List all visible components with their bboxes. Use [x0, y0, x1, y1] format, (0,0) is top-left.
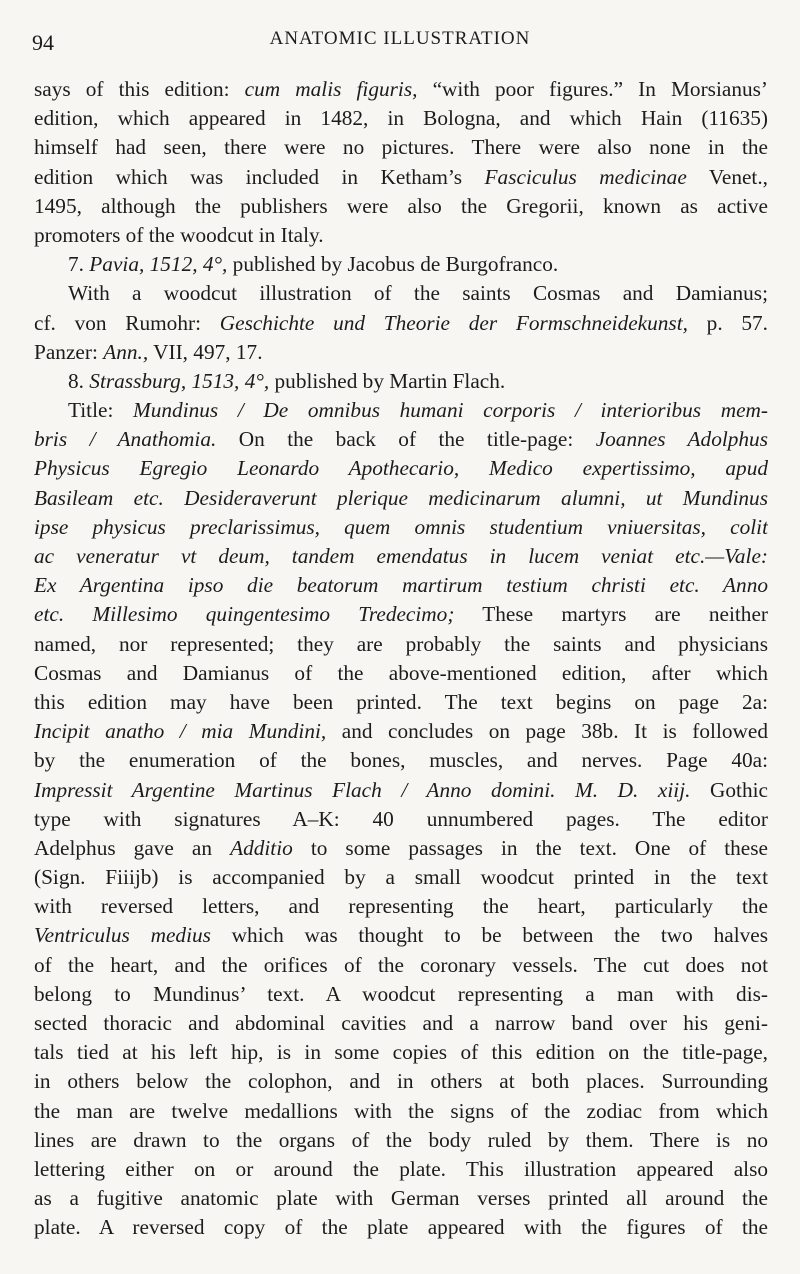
italic-text: Physicus Egregio Leonardo Apothecario, Medico expertissimo, apud: [34, 456, 768, 481]
text-segment: promoters of the woodcut in Italy.: [34, 222, 324, 247]
text-segment: to some passages in the text. One of these: [292, 835, 768, 860]
text-segment: and concludes on page 38b. It is followed: [326, 719, 768, 744]
text-segment: says of this edition:: [34, 77, 245, 101]
text-line: [34, 951, 768, 980]
text-segment: With a woodcut illustration of the saints Cosmas and Damianus;: [68, 281, 768, 306]
text-segment: himself had seen, there were no pictures. There were also none in the: [34, 135, 768, 160]
text-line: [34, 1126, 768, 1155]
text-line: [34, 1213, 768, 1242]
text-line: [34, 396, 768, 425]
text-line: [34, 1009, 768, 1038]
text-segment: sected thoracic and abdominal cavities and a narrow band over his geni-: [34, 1011, 768, 1035]
text-line: [34, 834, 768, 863]
text-line: [34, 163, 768, 192]
text-line: [34, 1184, 768, 1213]
text-segment: Venet.,: [686, 164, 768, 189]
text-line: [34, 279, 768, 308]
text-line: [34, 921, 768, 950]
text-segment: this edition may have been printed. The text begins on page 2a:: [34, 689, 768, 714]
italic-text: Mundinus / De omnibus humani corporis / interioribus mem-: [133, 398, 768, 423]
text-line: [34, 805, 768, 834]
text-segment: 8.: [68, 368, 90, 393]
text-line: [34, 221, 768, 250]
text-segment: “with poor figures.” In Morsianus’: [417, 77, 768, 101]
text-line: [34, 454, 768, 483]
italic-text: Pavia, 1512, 4°,: [89, 252, 228, 277]
text-line: [34, 746, 768, 775]
text-line: [34, 133, 768, 162]
text-segment: plate. A reversed copy of the plate appeared with the figures of the: [34, 1215, 768, 1240]
italic-text: ipse physicus preclarissimus, quem omnis studentium vniuersitas, colit: [34, 514, 768, 539]
text-segment: On the back of the title-page:: [216, 427, 596, 452]
text-line: [34, 1097, 768, 1126]
italic-text: cum malis figuris,: [244, 77, 418, 101]
italic-text: Basileam etc. Desideraverunt plerique medicinarum alumni, ut Mundinus: [34, 485, 768, 510]
text-segment: with reversed letters, and representing the heart, particularly the: [34, 894, 768, 919]
italic-text: Geschichte und Theorie der Formschneidekunst,: [219, 310, 688, 335]
text-line: [34, 630, 768, 659]
text-line: [34, 542, 768, 571]
text-line: [34, 425, 768, 454]
italic-text: Ventriculus medius: [34, 923, 211, 948]
text-line: [34, 192, 768, 221]
text-line: [34, 600, 768, 629]
text-segment: type with signatures A–K: 40 unnumbered pages. The editor: [34, 806, 768, 831]
text-segment: the man are twelve medallions with the signs of the zodiac from which: [34, 1098, 768, 1123]
text-segment: Gothic: [690, 777, 768, 802]
italic-text: Joannes Adolphus: [595, 427, 768, 452]
text-segment: lettering either on or around the plate. This illustration appeared also: [34, 1156, 768, 1181]
text-segment: belong to Mundinus’ text. A woodcut representing a man with dis-: [34, 981, 768, 1006]
text-line: [34, 776, 768, 805]
text-line: [34, 892, 768, 921]
text-segment: cf. von Rumohr:: [34, 310, 220, 335]
italic-text: Fasciculus medicinae: [484, 164, 687, 189]
text-line: [34, 513, 768, 542]
text-line: [34, 1038, 768, 1067]
italic-text: Impressit Argentine Martinus Flach / Anno domini. M. D. xiij.: [34, 777, 691, 802]
body-text: [34, 75, 768, 1243]
running-title: ANATOMIC ILLUSTRATION: [269, 28, 531, 49]
text-line: [34, 309, 768, 338]
text-segment: Panzer:: [34, 339, 104, 364]
text-segment: (Sign. Fiiijb) is accompanied by a small woodcut printed in the text: [34, 865, 768, 890]
italic-text: Additio: [230, 835, 293, 860]
text-line: [34, 717, 768, 746]
text-segment: by the enumeration of the bones, muscles, and nerves. Page 40a:: [34, 748, 768, 773]
text-segment: edition which was included in Ketham’s: [34, 164, 485, 189]
page-header: [32, 28, 768, 58]
text-line: [34, 571, 768, 600]
text-segment: 7.: [68, 252, 90, 277]
italic-text: Strassburg, 1513, 4°,: [89, 368, 270, 393]
text-segment: These martyrs are neither: [454, 602, 768, 627]
text-segment: named, nor represented; they are probably the saints and physicians: [34, 631, 768, 656]
italic-text: Ann.,: [103, 339, 149, 364]
text-segment: Adelphus gave an: [34, 835, 231, 860]
text-line: [34, 75, 768, 104]
text-segment: of the heart, and the orifices of the coronary vessels. The cut does not: [34, 952, 768, 977]
text-segment: published by Jacobus de Burgofranco.: [227, 252, 559, 277]
italic-text: ac veneratur vt deum, tandem emendatus in lucem veniat etc.—Vale:: [34, 544, 768, 568]
text-line: [34, 484, 768, 513]
text-line: [34, 1067, 768, 1096]
text-line: [34, 980, 768, 1009]
text-line: [34, 250, 768, 279]
page-number: 94: [32, 30, 54, 55]
text-segment: 1495, although the publishers were also the Gregorii, known as active: [34, 193, 768, 218]
text-line: [34, 688, 768, 717]
text-segment: published by Martin Flach.: [269, 368, 506, 393]
text-segment: edition, which appeared in 1482, in Bologna, and which Hain (11635): [34, 106, 768, 131]
italic-text: Incipit anatho / mia Mundini,: [34, 719, 327, 744]
text-segment: Title:: [68, 398, 134, 423]
italic-text: Ex Argentina ipso die beatorum martirum testium christi etc. Anno: [34, 573, 768, 598]
italic-text: bris / Anathomia.: [34, 427, 217, 452]
text-segment: as a fugitive anatomic plate with German verses printed all around the: [34, 1186, 768, 1211]
text-line: [34, 863, 768, 892]
text-line: [34, 367, 768, 396]
text-segment: tals tied at his left hip, is in some copies of this edition on the title-page,: [34, 1040, 768, 1065]
text-segment: p. 57.: [687, 310, 768, 335]
text-segment: Cosmas and Damianus of the above-mentioned edition, after which: [34, 660, 768, 685]
italic-text: etc. Millesimo quingentesimo Tredecimo;: [34, 602, 455, 627]
text-line: [34, 338, 768, 367]
text-segment: lines are drawn to the organs of the body ruled by them. There is no: [34, 1127, 768, 1152]
text-line: [34, 104, 768, 133]
text-line: [34, 659, 768, 688]
text-segment: VII, 497, 17.: [148, 339, 263, 364]
text-segment: which was thought to be between the two halves: [210, 923, 768, 948]
text-segment: in others below the colophon, and in others at both places. Surrounding: [34, 1069, 768, 1094]
text-line: [34, 1155, 768, 1184]
